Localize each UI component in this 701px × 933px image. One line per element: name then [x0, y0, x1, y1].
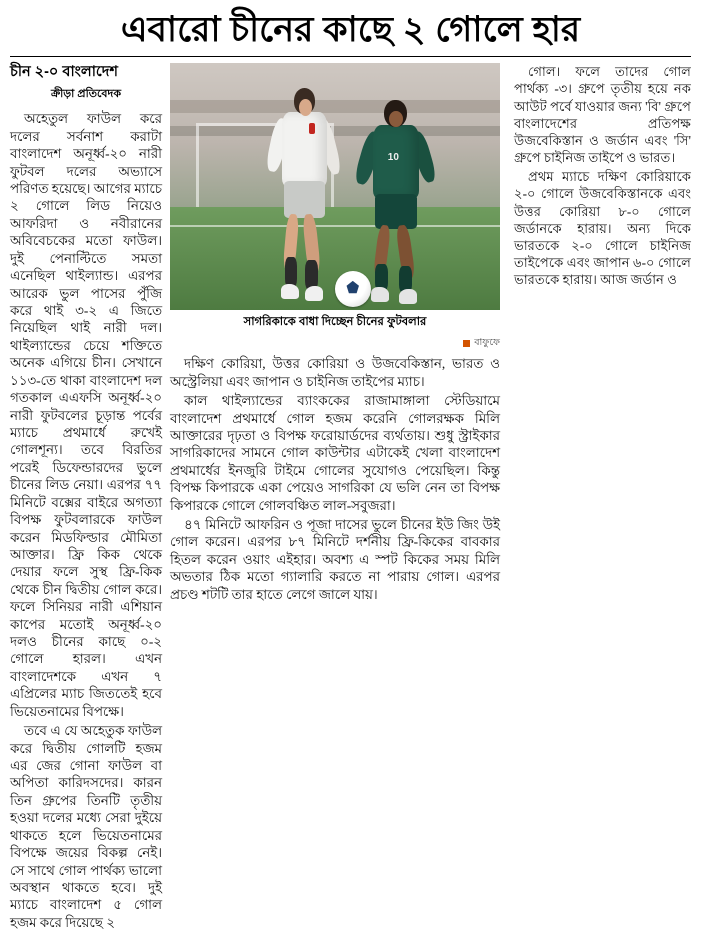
mid-paragraph-3: ৪৭ মিনিটে আফরিন ও পূজা দাসের ভুলে চীনের ইউ জিং উই গোল করেন। এরপর ৮৭ মিনিটে দর্শনীয় ফ্রি-কিকের বাবকার হিতল করেন ওয়াং এইহার। অবশ্য এ স্পট কিকের সময় মিলি অভতার ঠিক মতো গ্যালারি করতে না পারায় গোল। এরপর প্রচণ্ড শটটি তার হাতে লেগে জালে যায়। [170, 517, 500, 602]
mid-paragraph-1: দক্ষিণ কোরিয়া, উত্তর কোরিয়া ও উজবেকিস্তান, ভারত ও অস্ট্রেলিয়া এবং জাপান ও চাইনিজ তাইপের ম্যাচ। [170, 356, 500, 389]
match-photo [170, 63, 500, 310]
left-column [10, 63, 170, 933]
player-bangladesh-boot-left [371, 287, 389, 302]
player-china-badge [309, 123, 316, 134]
right-paragraph-1: গোল। ফলে তাদের গোল পার্থক্য -৩। গ্রুপে তৃতীয় হয়ে নক আউট পর্বে যাওয়ার জন্য 'বি' গ্রুপে বাংলাদেশের প্রতিপক্ষ উজবেকিস্তান ও জর্ডান এবং 'সি' গ্রুপে চাইনিজ তাইপে ও ভারত। [514, 64, 691, 166]
right-paragraph-2: প্রথম ম্যাচে দক্ষিণ কোরিয়াকে ২-০ গোলে উজবেকিস্তানকে এবং উত্তর কোরিয়া ৮-০ গোলে জর্ডানকে হারায়। অন্য দিকে ভারতকে ২-০ গোলে চাইনিজ তাইপেকে এবং জাপান ৬-০ গোলে ভারতকে হারায়। আজ জর্ডান ও [514, 169, 691, 288]
player-china-boot-right [305, 286, 323, 301]
photo-credit-text: বাফুফে [474, 337, 500, 349]
byline: ক্রীড়া প্রতিবেদক [50, 88, 122, 101]
player-bangladesh-boot-right [399, 289, 417, 304]
player-china-face [299, 99, 312, 116]
match-score-subhead: চীন ২-০ বাংলাদেশ [10, 64, 118, 81]
page-headline: এবারো চীনের কাছে ২ গোলে হার [120, 10, 581, 49]
player-china-torso [282, 112, 327, 186]
middle-body [170, 355, 500, 603]
player-bangladesh-shorts [375, 194, 416, 229]
article-columns [10, 63, 691, 933]
player-china [262, 88, 345, 305]
mid-paragraph-2: কাল থাইল্যান্ডের ব্যাংককের রাজামাঙ্গালা স্টেডিয়ামে বাংলাদেশ প্রথমার্ধে গোল হজম করেনি গোলরক্ষক মিলি আক্তারের দৃঢ়তা ও বিপক্ষ ফরোয়ার্ডদের ব্যর্থতায়। শুধু স্ট্রাইকার সাগরিকাদের সামনে গোল কাউন্টার এটাকেই খেলা বাংলাদেশ প্রথমার্ধের ইনজুরি টাইমে গোলের সুযোগও পেয়েছিল। কিন্তু বিপক্ষ কিপারকে একা পেয়েও সাগরিকা যে ভলি নেন তা বিপক্ষ কিপারকে গোলে গোলবঞ্চিত লাল-সবুজরা। [170, 393, 500, 513]
player-bangladesh [355, 100, 438, 307]
headline-divider [10, 56, 691, 57]
player-china-shorts [284, 181, 325, 218]
photo-credit [170, 336, 500, 351]
photo-caption: সাগরিকাকে বাধা দিচ্ছেন চীনের ফুটবলার [243, 316, 427, 329]
right-column [508, 63, 691, 290]
article-photo-block [170, 63, 500, 310]
football [335, 271, 371, 307]
middle-column [170, 63, 508, 605]
left-paragraph-1: অহেতুল ফাউল করে দলের সর্বনাশ করাটা বাংলাদেশ অনূর্ধ্ব-২০ নারী ফুটবল দলের অভ্যাসে পরিণত হয়েছে। আগের ম্যাচে ২ গোলে লিড নিয়েও আফরিদা ও নবীরানের অবিবেচকের মতো ফাউল। দুই পেনাল্টিতে সমতা এনেছিল থাইল্যান্ড। এরপর আরেক ভুল পাসের পুঁজি করে থাই ৩-২ এ জিতে নিয়েছিল থাই নারী দল। থাইল্যান্ডের চেয়ে শক্তিতে অনেক এগিয়ে চীন। সেখানে ১১৩-তে থাকা বাংলাদেশ দল গতকাল এএফসি অনূর্ধ্ব-২০ নারী ফুটবলের চূড়ান্ত পর্বের ম্যাচে প্রথমার্ধে রুখেই গোলশূন্য। তবে বিরতির পরেই ডিফেন্ডারদের ভুলে চীনের লিড নেয়া। এরপর ৭৭ মিনিটে বক্সের বাইরে অগত্যা বিপক্ষ ফুটবলারকে ফাউল করেন মিডফিল্ডার মৌমিতা আক্তার। ফ্রি কিক থেকে দেয়ার ফলে সুস্থ ফ্রি-কিক থেকে চীন দ্বিতীয় গোল করে। ফলে সিনিয়র নারী এশিয়ান কাপের মতোই অনূর্ধ্ব-২০ দলও চীনের কাছে ০-২ গোলে হারল। এখন বাংলাদেশকে এখন ৭ এপ্রিলের ম্যাচ জিততেই হবে ভিয়েতনামের বিপক্ষে। [10, 111, 163, 719]
player-china-boot-left [281, 284, 299, 299]
player-bangladesh-jersey-number: 10 [387, 152, 399, 164]
credit-marker-icon [463, 340, 470, 347]
left-paragraph-2: তবে এ যে অহেতুক ফাউল করে দ্বিতীয় গোলটি হজম এর জের গোনা ফাউল বা অপিতা কারিদসদের। কারন তিন গ্রুপের তিনটি তৃতীয় হওয়া দলের মধ্যে সেরা দুইয়ে থাকতে হলে ভিয়েতনামের বিপক্ষে জয়ের বিকল্প নেই। সে সাথে গোল পার্থক্য ভালো অবস্থান থাকতে হবে। দুই ম্যাচে বাংলাদেশ ৫ গোল হজম করে দিয়েছে ২ [10, 723, 162, 930]
